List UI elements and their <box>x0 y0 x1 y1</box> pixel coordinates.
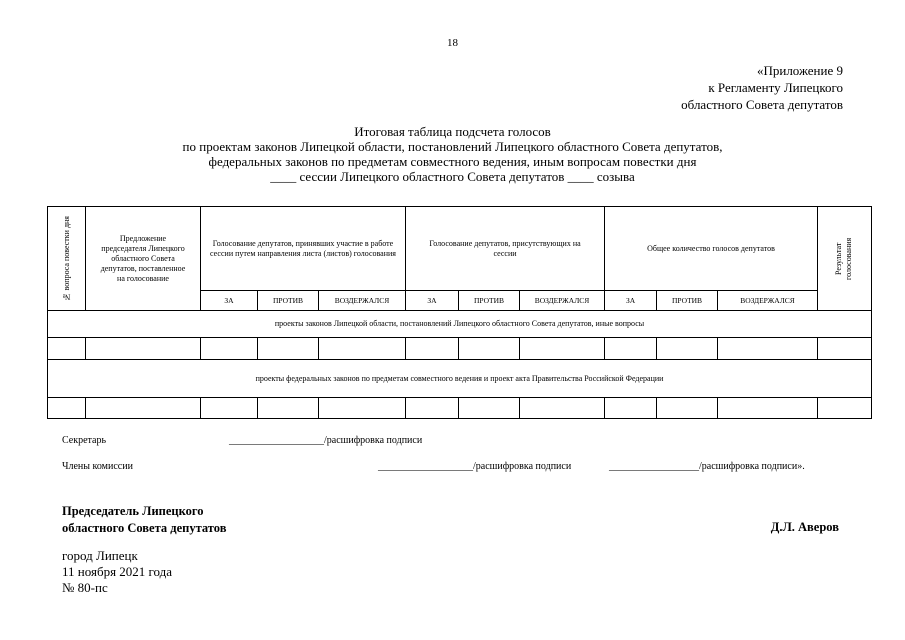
chairman-title-line: областного Совета депутатов <box>62 521 227 535</box>
header-group-present: Голосование депутатов, присутствующих на сессии <box>406 207 605 291</box>
subheader-against: ПРОТИВ <box>258 291 319 311</box>
table-cell <box>718 338 818 360</box>
section-row-federal: проекты федеральных законов по предметам совместного ведения и проект акта Правительства Российской Федерации <box>48 360 872 398</box>
subheader-against: ПРОТИВ <box>657 291 718 311</box>
header-question-number <box>48 207 86 311</box>
subheader-abstain: ВОЗДЕРЖАЛСЯ <box>520 291 605 311</box>
table-cell <box>319 338 406 360</box>
table-cell <box>520 338 605 360</box>
subheader-for: ЗА <box>406 291 459 311</box>
subheader-for: ЗА <box>201 291 258 311</box>
table-cell <box>657 398 718 419</box>
place-date-block <box>62 548 172 596</box>
vote-table <box>47 206 872 419</box>
secretary-label: Секретарь <box>62 435 107 446</box>
table-cell <box>605 338 657 360</box>
members-label: Члены комиссии <box>62 461 133 472</box>
table-cell <box>406 338 459 360</box>
header-question-number-text: № вопроса повестки дня <box>61 215 71 302</box>
table-cell <box>319 398 406 419</box>
subheader-against: ПРОТИВ <box>459 291 520 311</box>
title-line: Итоговая таблица подсчета голосов <box>354 124 551 139</box>
table-cell <box>86 398 201 419</box>
table-cell <box>406 398 459 419</box>
title-line: по проектам законов Липецкой области, постановлений Липецкого областного Совета депутатов, <box>182 139 723 154</box>
table-cell <box>258 398 319 419</box>
table-cell <box>48 398 86 419</box>
chairman-name: Д.Л. Аверов <box>770 520 839 534</box>
secretary-signature-line: ___________________/расшифровка подписи <box>229 435 423 446</box>
appendix-header <box>681 62 843 113</box>
member-signature-line: __________________/расшифровка подписи». <box>609 461 805 472</box>
table-row <box>48 338 872 360</box>
table-cell <box>657 338 718 360</box>
table-cell <box>459 338 520 360</box>
table-cell <box>718 398 818 419</box>
table-cell <box>818 338 872 360</box>
table-cell <box>201 338 258 360</box>
appendix-line: к Регламенту Липецкого <box>708 80 843 95</box>
date: 11 ноября 2021 года <box>62 564 173 579</box>
city: город Липецк <box>62 548 138 563</box>
appendix-line: «Приложение 9 <box>756 63 843 78</box>
subheader-for: ЗА <box>605 291 657 311</box>
subheader-abstain: ВОЗДЕРЖАЛСЯ <box>718 291 818 311</box>
document-number: № 80-пс <box>62 580 108 595</box>
header-result <box>818 207 872 311</box>
member-signature-line: ___________________/расшифровка подписи <box>378 461 572 472</box>
chairman-title-line: Председатель Липецкого <box>62 504 204 518</box>
table-cell <box>459 398 520 419</box>
table-cell <box>86 338 201 360</box>
page-number: 18 <box>447 37 458 49</box>
chairman-title <box>62 503 226 537</box>
header-group-total: Общее количество голосов депутатов <box>605 207 818 291</box>
header-group-remote: Голосование депутатов, принявших участие в работе сессии путем направления листа (листов) голосования <box>201 207 406 291</box>
table-cell <box>605 398 657 419</box>
header-proposal: Предложение председателя Липецкого областного Совета депутатов, поставленное на голосование <box>86 207 201 311</box>
header-result-text: Результат голосования <box>833 237 853 280</box>
title-line: федеральных законов по предметам совместного ведения, иным вопросам повестки дня <box>208 154 697 169</box>
table-cell <box>258 338 319 360</box>
table-cell <box>520 398 605 419</box>
title-line: ____ сессии Липецкого областного Совета депутатов ____ созыва <box>270 169 635 184</box>
table-row <box>48 398 872 419</box>
section-row-regional: проекты законов Липецкой области, постановлений Липецкого областного Совета депутатов, иные вопросы <box>48 311 872 338</box>
subheader-abstain: ВОЗДЕРЖАЛСЯ <box>319 291 406 311</box>
appendix-line: областного Совета депутатов <box>681 97 843 112</box>
document-title <box>90 124 815 184</box>
table-cell <box>818 398 872 419</box>
table-cell <box>201 398 258 419</box>
table-cell <box>48 338 86 360</box>
